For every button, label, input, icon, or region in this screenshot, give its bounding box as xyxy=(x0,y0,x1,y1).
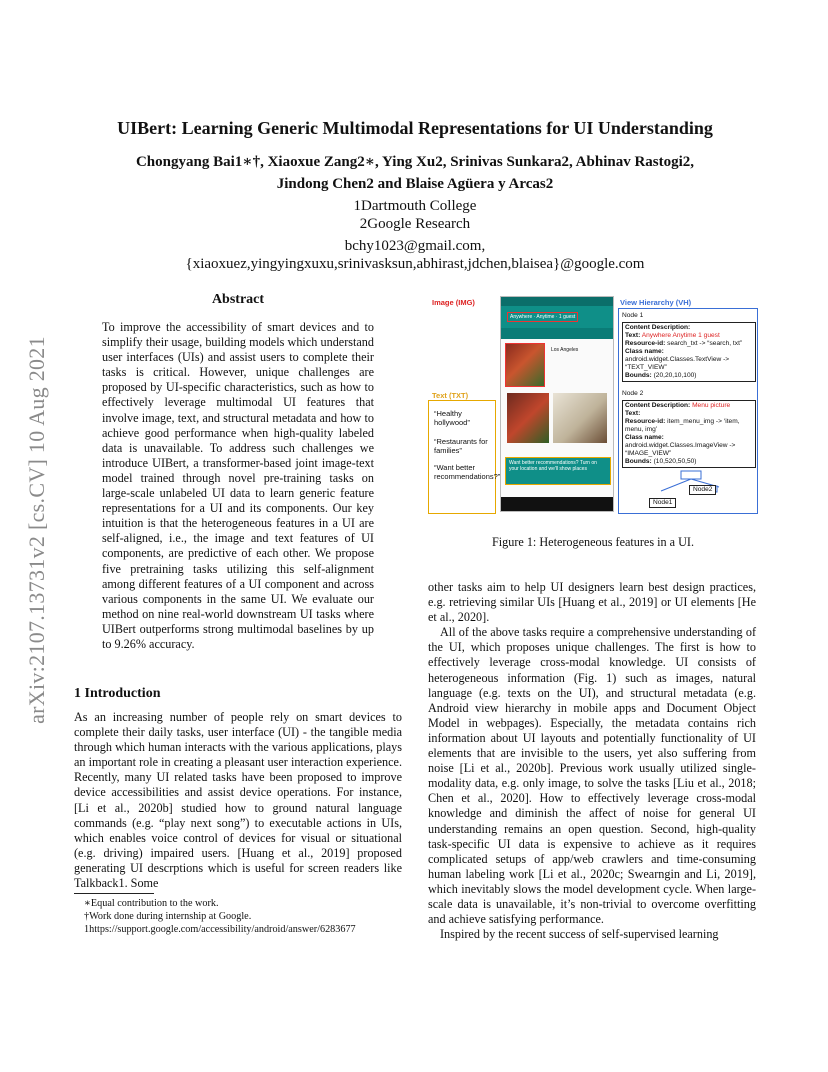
phone-banner xyxy=(505,457,611,485)
footnotes xyxy=(74,897,402,936)
text-item-1: “Healthy hollywood” xyxy=(434,409,470,427)
node2-text-label: Text: xyxy=(625,410,641,417)
node1-rid-label: Resource-id: xyxy=(625,340,666,347)
tree-edge-1 xyxy=(661,479,691,491)
footnote-rule xyxy=(74,893,154,894)
node2-class-value: android.widget.Classes.ImageView -> “IMAGE_VIEW” xyxy=(625,442,736,457)
node2-desc-label: Content Description: xyxy=(625,402,691,409)
node1-desc-label: Content Description: xyxy=(625,324,691,331)
phone-city: Los Angeles xyxy=(551,347,579,353)
tree-node2: Node2 xyxy=(689,485,716,495)
node2-class-label: Class name: xyxy=(625,434,664,441)
author-line-2: Jindong Chen2 and Blaise Agüera y Arcas2 xyxy=(276,176,554,192)
node2-rid-label: Resource-id: xyxy=(625,418,666,425)
paper-title: UIBert: Learning Generic Multimodal Representations for UI Understanding xyxy=(117,118,713,138)
figure-caption: Figure 1: Heterogeneous features in a UI. xyxy=(491,535,695,549)
phone-screenshot xyxy=(500,296,614,512)
footnote-3: 1https://support.google.com/accessibility/android/answer/6283677 xyxy=(84,924,356,935)
node1-class-label: Class name: xyxy=(625,348,664,355)
text-label: Text (TXT) xyxy=(432,391,469,400)
email-line-1: bchy1023@gmail.com, xyxy=(344,238,486,254)
text-item-2: “Restaurants for families” xyxy=(434,437,488,455)
affiliation-1: 1Dartmouth College xyxy=(353,198,477,214)
view-hierarchy-label: View Hierarchy (VH) xyxy=(620,298,692,307)
email-line-2: {xiaoxuez,yingyingxuxu,srinivasksun,abhirast,jdchen,blaisea}@google.com xyxy=(185,256,645,272)
card-image-1 xyxy=(507,393,549,443)
node2-title: Node 2 xyxy=(622,390,644,397)
tree-root xyxy=(681,471,701,479)
right-paragraph-2: All of the above tasks require a comprehensive understanding of the UI, which proposes unique challenges. The first is how to effectively leverage cross-modal knowledge. UI consists of heterogeneous information (Fig. 1) such as images, natural language (e.g. texts on the UI), and structural metadata (e.g. Android view hierarchy in mobile apps and Document Object Model in webpages). Especially, the metadata contains rich information about UI layouts and potentially functionality of UI elements that are invisible to the users, yet also suffering from noise [Li et al., 2020b]. Previous work usually utilized single-modality data, e.g. only image, to solve the tasks [Liu et al., 2018; Chen et al., 2020]. How to effectively leverage cross-modal knowledge and diminish the affect of noise for general UI understanding remains an open question. Second, high-quality task-specific UI data is expensive to achieve as it requires complicated setups of app/web crawlers and time-consuming human labeling work [Li et al., 2020c; Swearngin and Li, 2019], which inevitably slows the model development cycle. When large-scale data is unavailable, it’s non-trivial to overcome overfitting and achieve satisfying performance. xyxy=(428,625,756,927)
arxiv-sidebar xyxy=(22,280,52,780)
node1-title: Node 1 xyxy=(622,312,644,319)
text-item-3: “Want better recommendations?” xyxy=(434,463,501,481)
footnote-1: ∗Equal contribution to the work. xyxy=(84,898,219,909)
node2-rid-value: item_menu_img -> ‘item, menu, img’ xyxy=(625,418,740,433)
right-paragraph-1: other tasks aim to help UI designers learn best design practices, e.g. retrieving similar UIs [Huang et al., 2019] or UI elements [He et al., 2020]. xyxy=(428,580,756,625)
node1-bounds-label: Bounds: xyxy=(625,372,652,379)
tree-diagram xyxy=(619,469,757,513)
node1-text-label: Text: xyxy=(625,332,641,339)
intro-heading: 1 Introduction xyxy=(74,686,161,701)
phone-banner-text: Want better recommendations? Turn on your location and we'll show places xyxy=(509,460,597,472)
node1-bounds-value: (20,20,10,100) xyxy=(653,372,697,379)
node2-attributes xyxy=(622,400,756,468)
phone-status-bar xyxy=(501,297,613,306)
phone-search-text: Anywhere · Anytime · 1 guest xyxy=(507,312,578,322)
phone-tabs xyxy=(501,328,613,339)
tree-node1: Node1 xyxy=(649,498,676,508)
card-image-2 xyxy=(553,393,607,443)
image-label: Image (IMG) xyxy=(432,298,475,307)
abstract-text: To improve the accessibility of smart devices and to simplify their usage, building models which understand user interfaces (UIs) and assist users to complete their tasks is critical. However, unique challenges are proposed by UI-specific characteristics, such as how to effectively leverage multimodal UI features that involve image, text, and structural metadata and how to achieve good performance when high-quality labeled data is unavailable. To address such challenges we introduce UIBert, a transformer-based joint image-text model trained through novel pre-training tasks on large-scale unlabeled UI data to learn generic feature representations for a UI and its components. Our key intuition is that the heterogeneous features in a UI are self-aligned, i.e., the image and text features of UI components, are predictive of each other. We propose five pretraining tasks utilizing this self-alignment among different features of a UI component and across various components in the same UI. We evaluate our method on nine real-world downstream UI tasks where UIBert outperforms strong multimodal baselines by up to 9.26% accuracy. xyxy=(102,320,374,651)
node1-attributes xyxy=(622,322,756,382)
node2-desc-value: Menu picture xyxy=(692,402,731,409)
node1-text-value: Anywhere Anytime 1 guest xyxy=(641,332,720,339)
intro-text: As an increasing number of people rely on smart devices to complete their daily tasks, user interface (UI) - the tangible media through which human interacts with the various applications, plays an important role in creating a pleasant user interaction experience. Recently, many UI related tasks have been proposed to improve device accessibilities and assist device operations. For instance, [Li et al., 2020b] studied how to ground natural language commands (e.g. “play next song”) to executable actions in UIs, which enables voice control of devices for visual or situational (e.g. driving) impaired users. [Huang et al., 2019] proposed generating UI descrptions which is useful for screen readers like Talkback1. Some xyxy=(74,710,402,891)
intro-body xyxy=(74,710,402,891)
right-column-body xyxy=(428,580,756,942)
arxiv-identifier: arXiv:2107.13731v2 [cs.CV] 10 Aug 2021 xyxy=(24,336,49,724)
view-hierarchy-box xyxy=(618,308,758,514)
node2-bounds-label: Bounds: xyxy=(625,458,652,465)
menu-picture xyxy=(505,343,545,387)
phone-search-bar xyxy=(501,306,613,328)
node1-rid-value: search_txt -> “search, txt” xyxy=(667,340,743,347)
author-line-1: Chongyang Bai1∗†, Xiaoxue Zang2∗, Ying Xu2, Srinivas Sunkara2, Abhinav Rastogi2, xyxy=(135,154,695,170)
node2-bounds-value: (10,520,50,50) xyxy=(653,458,697,465)
abstract-body xyxy=(102,320,374,652)
figure-1 xyxy=(428,294,758,516)
text-box xyxy=(428,400,501,514)
abstract-heading: Abstract xyxy=(211,292,265,307)
affiliation-2: 2Google Research xyxy=(359,216,471,232)
node1-class-value: android.widget.Classes.TextView -> “TEXT_VIEW” xyxy=(625,356,730,371)
footnote-2: †Work done during internship at Google. xyxy=(84,911,252,922)
phone-nav-bar xyxy=(501,497,613,511)
right-paragraph-3: Inspired by the recent success of self-supervised learning xyxy=(440,927,719,942)
